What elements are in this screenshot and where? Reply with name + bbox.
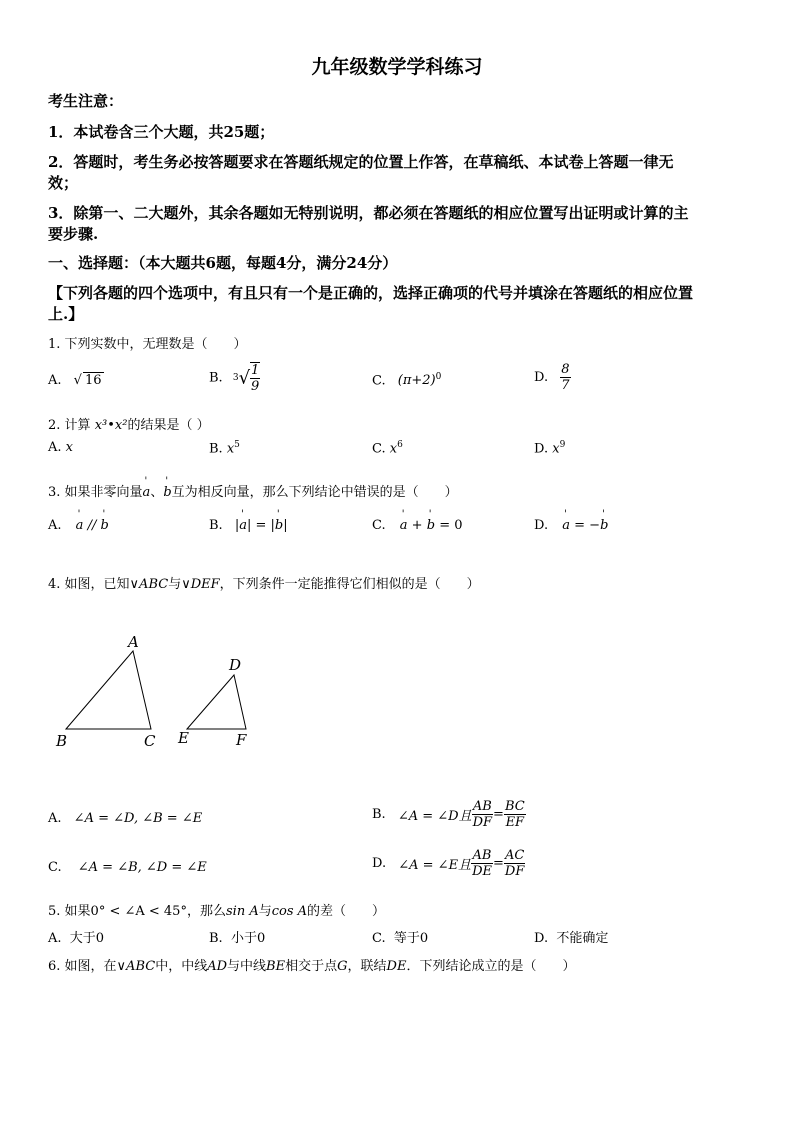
q4-mid: 与 [168, 577, 182, 592]
q2-option-d [534, 440, 565, 456]
q1-option-c [372, 372, 441, 388]
q1-option-a: A. √ 16 [48, 373, 102, 388]
q6-p1: 中，中线 [155, 959, 208, 974]
q3-a-v2: ' b [100, 518, 108, 533]
q4-triangle-1: ∨ABC [129, 577, 169, 592]
q3-b-v2: ' b [275, 518, 283, 533]
q6-p2: 与中线 [227, 959, 267, 974]
q3-stem-pre: 3. 如果非零向量 [48, 485, 143, 500]
q1-a-label: A. [48, 373, 62, 388]
q4-c-value: ∠A = ∠B, ∠D = ∠E [77, 860, 207, 875]
q5-a-value: 大于0 [69, 931, 105, 946]
triangle-abc [66, 651, 151, 729]
q5-stem-mid: ，那么 [186, 904, 226, 919]
q4-stem-pre: 4. 如图，已知 [48, 577, 130, 592]
q2-a-label: A. [48, 440, 62, 455]
section-heading: 一、选择题：（本大题共6题，每题4分，满分24分） [48, 254, 398, 272]
q4-d-pre: ∠A = ∠E且 [398, 858, 472, 873]
q2-c-value: x [389, 441, 398, 457]
notice-2: 2．答题时，考生务必按答题要求在答题纸规定的位置上作答，在草稿纸、本试卷上答题一律无 [48, 153, 674, 171]
q2-stem [48, 414, 210, 433]
q3-d-v1: ' a [562, 518, 570, 533]
q1-d-num: 8 [561, 362, 570, 377]
q1-b-den: 9 [251, 379, 260, 394]
q3-d-v2: ' b [600, 518, 608, 533]
q3-stem [48, 481, 458, 500]
q4-option-c [48, 860, 207, 875]
q3-option-d [534, 518, 608, 533]
q2-b-value: x [226, 441, 235, 457]
q1-c-label: C. [372, 373, 386, 389]
q3-sep: 、 [150, 485, 164, 500]
q5-d-value: 不能确定 [556, 931, 609, 946]
q2-stem-expr: x³•x² [94, 418, 128, 433]
q2-option-c [372, 440, 403, 456]
q1-option-b: B. 3√ $\frac{1}{9}$ [209, 363, 260, 394]
q3-c-v1: ' a [400, 518, 408, 533]
q3-c-label: C. [372, 518, 386, 533]
q5-d-label: D. [534, 931, 549, 946]
q4-option-b [372, 799, 526, 830]
q3-option-b: B. |' a| = |' b| [209, 518, 288, 533]
q2-option-b [209, 440, 240, 456]
q6-triangle: ∨ABC [116, 959, 156, 974]
q4-triangle-2: ∨DEF [181, 577, 220, 592]
q5-b-value: 小于0 [230, 931, 266, 946]
q1-c-value: (π+2) [397, 373, 436, 389]
q6-be: BE [266, 959, 286, 974]
q3-option-c [372, 518, 462, 533]
q5-option-b [209, 927, 265, 946]
notice-1: 1．本试卷含三个大题，共25题； [48, 123, 275, 141]
q1-b-index: 3 [232, 373, 239, 383]
q3-d-op: = − [574, 518, 601, 533]
q1-c-exp: 0 [435, 372, 442, 382]
q3-vector-a: ' a [143, 485, 151, 500]
q5-option-c [372, 927, 428, 946]
q4-b-den1: DF [472, 815, 493, 830]
q5-a-label: A. [48, 931, 62, 946]
q4-d-eq: = [492, 856, 504, 871]
q4-d-den2: DF [504, 864, 525, 879]
q1-a-value: 16 [84, 373, 102, 388]
notice-heading: 考生注意： [48, 92, 124, 110]
q6-ad: AD [207, 959, 228, 974]
q2-d-value: x [552, 441, 560, 457]
q4-b-pre: ∠A = ∠D且 [397, 809, 472, 824]
q6-p5: ．下列结论成立的是（ ） [406, 959, 576, 974]
q2-d-label: D. [534, 441, 549, 457]
q1-stem: 1. 下列实数中，无理数是（ ） [48, 337, 247, 352]
q4-a-label: A. [48, 811, 62, 826]
q2-b-label: B. [209, 441, 223, 457]
vertex-b-label: B [56, 732, 68, 750]
vertex-d-label: D [229, 656, 242, 674]
q6-de: DE [386, 959, 407, 974]
q4-d-den1: DE [472, 864, 492, 879]
q3-vector-b: ' b [163, 485, 171, 500]
q5-c-value: 等于0 [393, 931, 429, 946]
notice-3-cont: 要步骤. [48, 225, 99, 243]
notice-3: 3．除第一、二大题外，其余各题如无特别说明，都必须在答题纸的相应位置写出证明或计算的主 [48, 204, 689, 222]
q6-p3: 相交于点 [285, 959, 338, 974]
q1-d-label: D. [534, 370, 549, 385]
section-instruction-2: 上.】 [48, 305, 84, 323]
q3-a-v1: ' a [76, 518, 84, 533]
page-title: 九年级数学学科练习 [311, 56, 483, 78]
q2-stem-post: 的结果是（ ） [127, 418, 210, 433]
triangles-figure [40, 625, 270, 755]
q4-d-num1: AB [472, 848, 492, 863]
q5-mid2: 与 [258, 904, 272, 919]
vertex-c-label: C [144, 732, 156, 750]
notice-2-cont: 效； [48, 174, 79, 192]
q3-c-v2: ' b [427, 518, 435, 533]
q5-option-a [48, 927, 104, 946]
q3-c-rhs: = 0 [439, 518, 463, 533]
q3-a-label: A. [48, 518, 62, 533]
q5-stem [48, 900, 385, 919]
q5-stem-post: 的差（ ） [307, 904, 386, 919]
q4-d-num2: AC [504, 848, 525, 863]
q4-stem-post: ，下列条件一定能推得它们相似的是（ ） [219, 577, 480, 592]
q4-stem [48, 573, 480, 592]
q3-b-op: = [255, 518, 267, 533]
q2-option-a [48, 440, 73, 455]
q3-c-op: + [411, 518, 423, 533]
q4-a-value: ∠A = ∠D, ∠B = ∠E [73, 811, 203, 826]
q4-d-label: D. [372, 856, 387, 871]
q3-a-op: // [87, 518, 97, 533]
q4-b-eq: = [493, 807, 504, 822]
q6-stem-pre: 6. 如图，在 [48, 959, 117, 974]
q5-option-d [534, 927, 608, 946]
q3-b-label: B. [209, 518, 223, 533]
q1-b-num: 1 [251, 363, 260, 378]
vertex-e-label: E [178, 729, 189, 747]
q4-c-label: C. [48, 860, 62, 875]
q6-g: G [337, 959, 348, 974]
q4-option-a [48, 811, 202, 826]
vertex-a-label: A [128, 633, 139, 651]
q4-b-num2: BC [504, 799, 525, 814]
q5-condition: 0° < ∠A < 45° [90, 904, 187, 919]
q5-c-label: C. [372, 931, 386, 946]
triangle-def [187, 675, 246, 729]
q4-b-label: B. [372, 807, 386, 822]
q2-c-exp: 6 [397, 440, 403, 450]
section-instruction-1: 【下列各题的四个选项中，有且只有一个是正确的，选择正确项的代号并填涂在答题纸的相应位置 [48, 284, 694, 302]
q3-b-v1: ' a [239, 518, 247, 533]
q2-d-exp: 9 [559, 440, 566, 450]
q5-sin: sin A [225, 904, 259, 919]
q2-b-exp: 5 [234, 440, 240, 450]
q5-b-label: B. [209, 931, 223, 946]
q3-d-label: D. [534, 518, 549, 533]
q1-d-den: 7 [561, 378, 570, 393]
q3-stem-post: 互为相反向量，那么下列结论中错误的是（ ） [171, 485, 458, 500]
q6-stem [48, 955, 575, 974]
q2-c-label: C. [372, 441, 386, 457]
q6-p4: ，联结 [347, 959, 387, 974]
q5-stem-pre: 5. 如果 [48, 904, 91, 919]
q2-a-value: x [65, 440, 74, 455]
q1-option-d [534, 362, 571, 393]
q4-b-num1: AB [472, 799, 492, 814]
q4-option-d [372, 848, 525, 879]
q5-cos: cos A [271, 904, 308, 919]
q2-stem-pre: 2. 计算 [48, 418, 91, 433]
q4-b-den2: EF [505, 815, 525, 830]
q1-b-label: B. [209, 370, 223, 386]
q3-option-a [48, 518, 109, 533]
vertex-f-label: F [236, 731, 247, 749]
